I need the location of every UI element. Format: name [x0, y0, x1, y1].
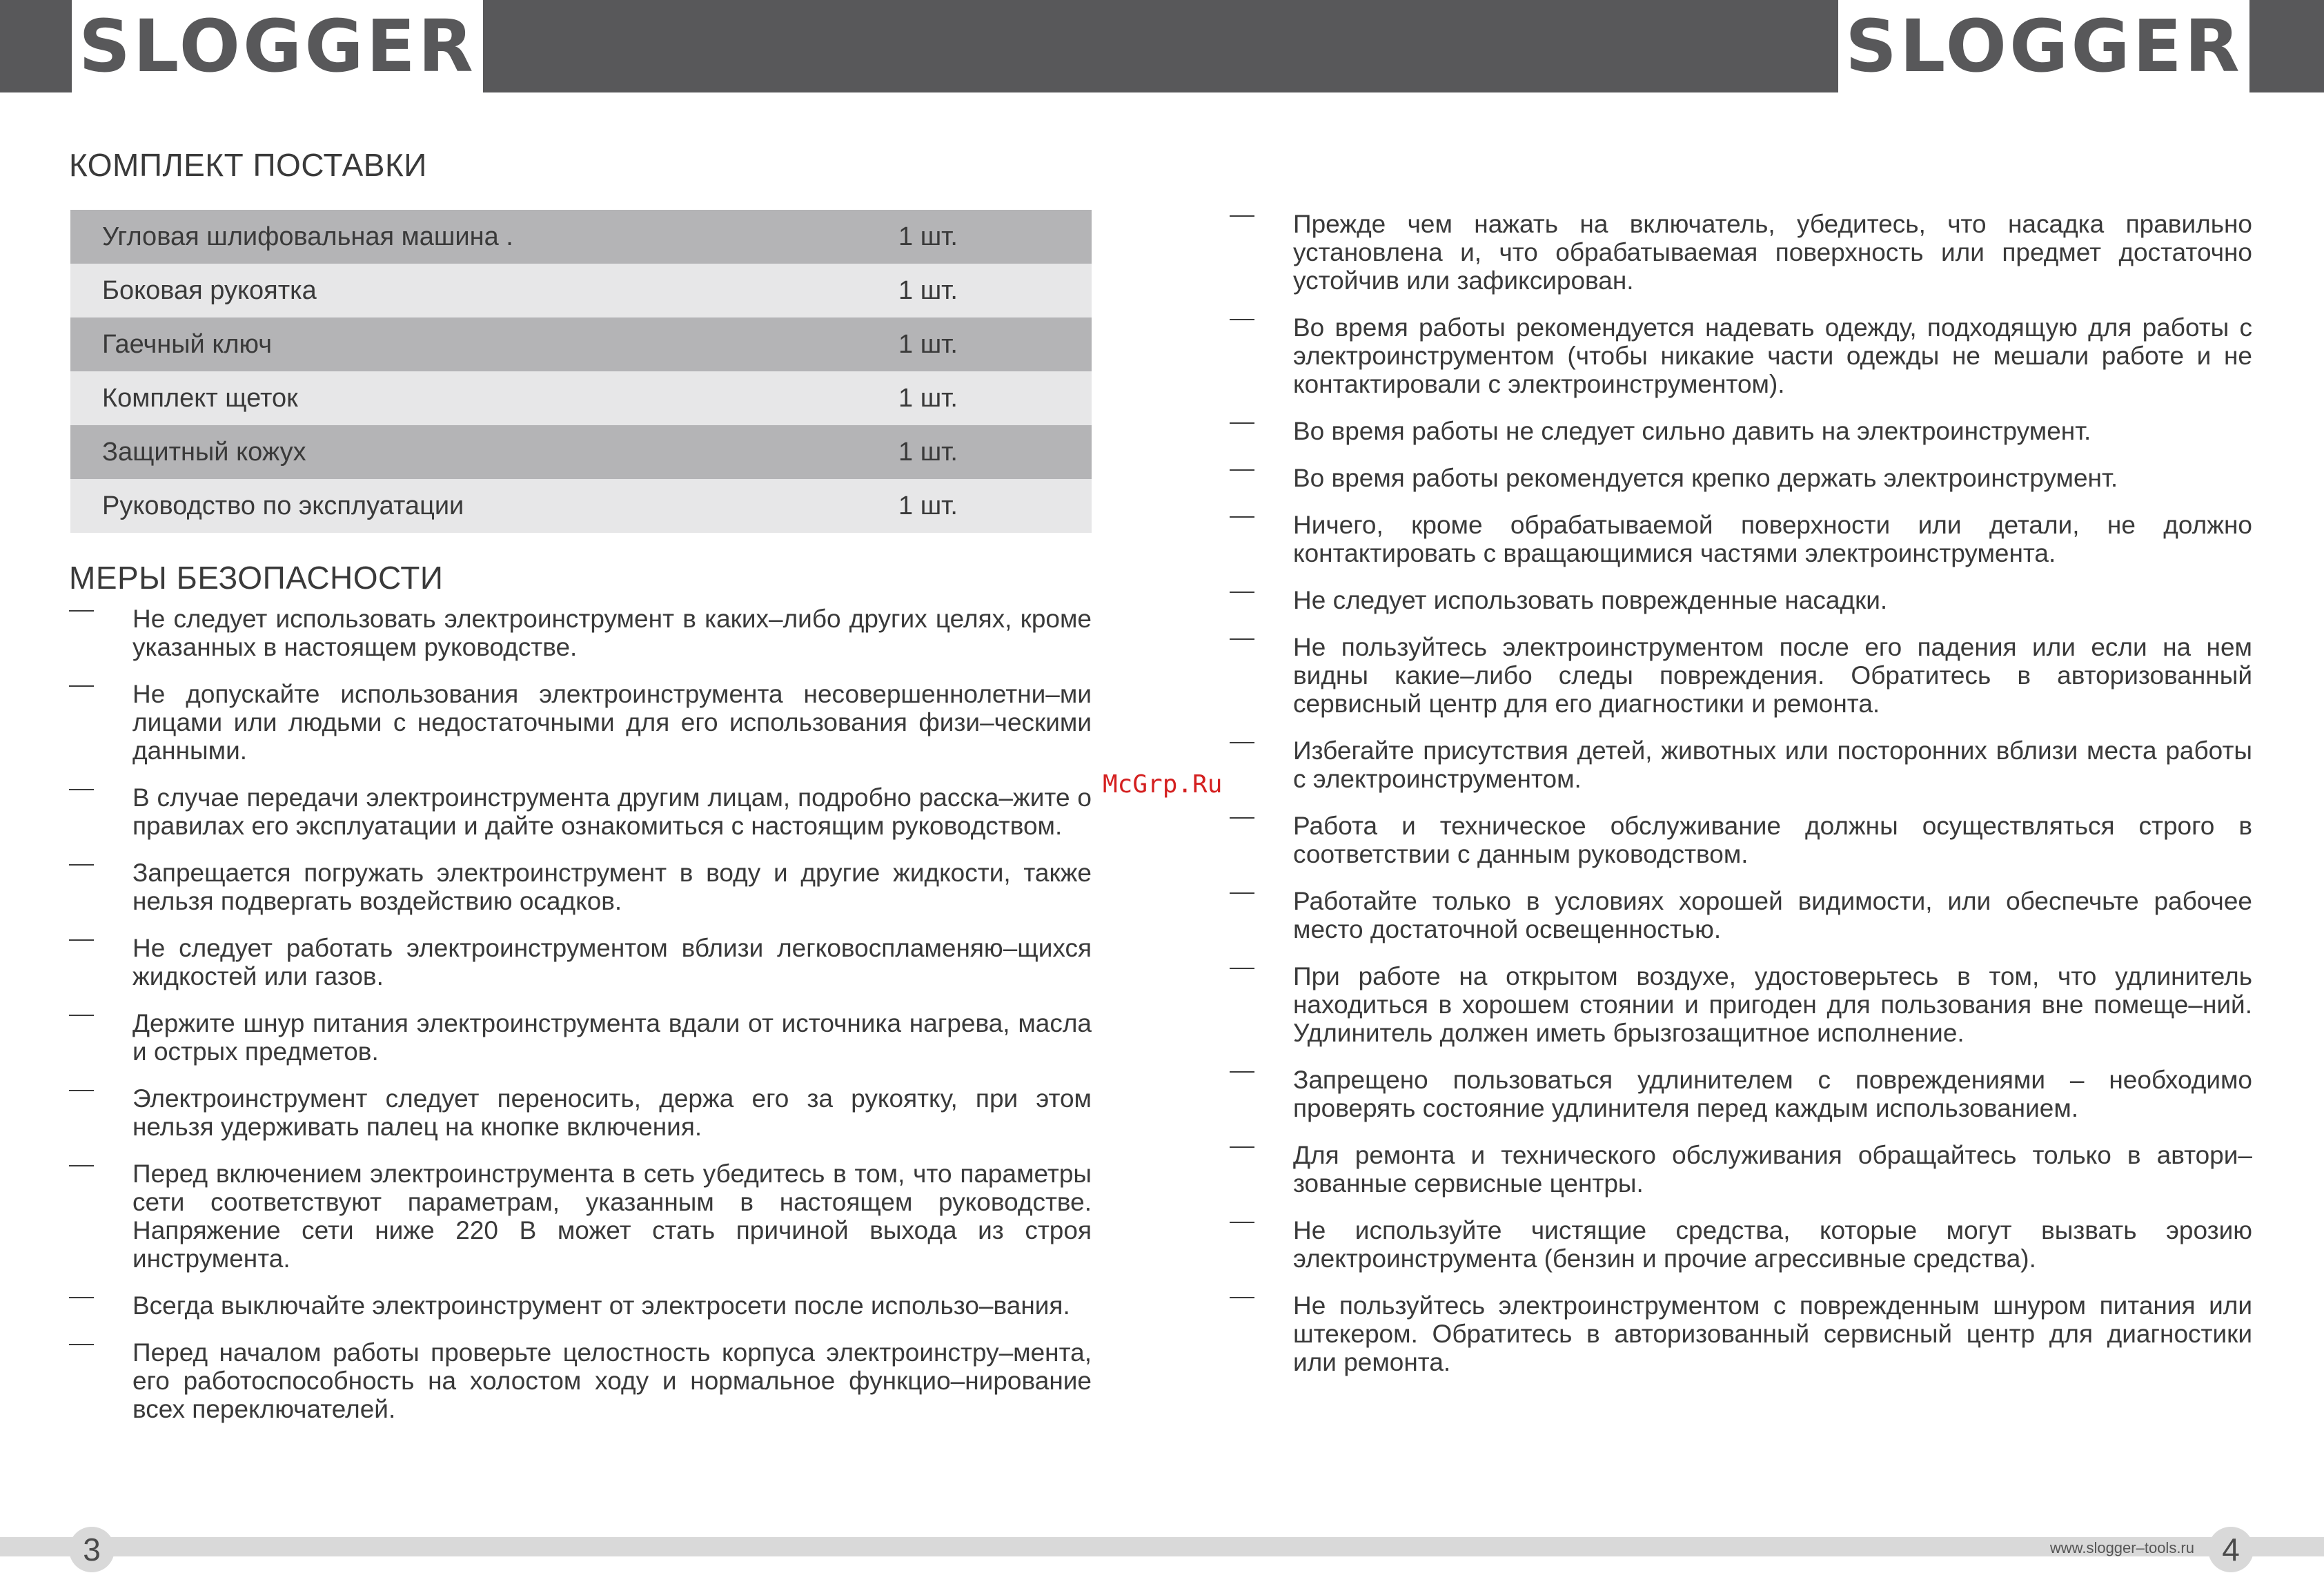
list-item-text: Прежде чем нажать на включатель, убедитесь, что насадка правильно установлена и, что обрабатываемая поверхность или предмет достаточно устойчив или зафиксирован.: [1293, 210, 2252, 295]
list-item: [1230, 1141, 2252, 1198]
list-item-text: Перед началом работы проверьте целостность корпуса электроинстру–мента, его работоспособность на холостом ходу и нормальное функцио–нирование всех переключателей.: [132, 1338, 1092, 1423]
kit-row: [70, 317, 1092, 371]
list-item: [1230, 586, 2252, 614]
kit-title: КОМПЛЕКТ ПОСТАВКИ: [69, 147, 427, 183]
list-item-text: Перед включением электроинструмента в сеть убедитесь в том, что параметры сети соответствуют параметрам, указанным в настоящем руководстве. Напряжение сети ниже 220 В может стать причиной выхода из строя инструмента.: [132, 1160, 1092, 1273]
list-item-text: При работе на открытом воздухе, удостоверьтесь в том, что удлинитель находиться в хорошем стоянии и пригоден для пользования вне помеще–ний. Удлинитель должен иметь брызгозащитное исполнение.: [1293, 962, 2252, 1047]
kit-item-qty: 1 шт.: [898, 383, 958, 413]
list-item-text: Во время работы рекомендуется надевать одежду, подходящую для работы с электроинструментом (чтобы никакие части одежды не мешали работе и не контактировали с электроинструментом).: [1293, 313, 2252, 398]
page-number-left: 3: [69, 1527, 115, 1572]
logo-text-left: SLOGGER: [79, 4, 476, 88]
list-item-text: Не пользуйтесь электроинструментом с поврежденным шнуром питания или штекером. Обратитесь в авторизованный сервисный центр для диагностики или ремонта.: [1293, 1291, 2252, 1376]
list-item: [69, 1009, 1092, 1066]
list-item: [1230, 464, 2252, 492]
list-item-text: Запрещается погружать электроинструмент в воду и другие жидкости, также нельзя подвергать воздействию осадков.: [132, 859, 1092, 915]
list-item: [1230, 417, 2252, 445]
logo-text-right: SLOGGER: [1845, 4, 2243, 88]
list-item: [69, 680, 1092, 765]
list-item-text: Не допускайте использования электроинструмента несовершеннолетни–ми лицами или людьми с недостаточными для его использования физи–ческими данными.: [132, 680, 1092, 765]
list-item-text: В случае передачи электроинструмента другим лицам, подробно расска–жите о правилах его эксплуатации и дайте ознакомиться с настоящим руководством.: [132, 783, 1092, 840]
kit-item-qty: 1 шт.: [898, 222, 958, 251]
list-item: [1230, 633, 2252, 718]
logo-left: [72, 0, 483, 92]
logo-right: [1838, 0, 2249, 92]
page-number-right: 4: [2208, 1527, 2254, 1572]
watermark: McGrp.Ru: [1103, 770, 1223, 799]
list-item-text: Не пользуйтесь электроинструментом после его падения или если на нем видны какие–либо следы повреждения. Обратитесь в авторизованный сервисный центр для его диагностики и ремонта.: [1293, 633, 2252, 718]
list-item: [1230, 313, 2252, 398]
list-item-text: Во время работы рекомендуется крепко держать электроинструмент.: [1293, 464, 2118, 492]
kit-item-qty: 1 шт.: [898, 275, 958, 305]
list-item: [1230, 1066, 2252, 1122]
list-item-text: Запрещено пользоваться удлинителем с повреждениями – необходимо проверять состояние удлинителя перед каждым использованием.: [1293, 1066, 2252, 1122]
list-item: [69, 1160, 1092, 1273]
kit-row: [70, 210, 1092, 264]
kit-row: [70, 479, 1092, 533]
list-item: [69, 1084, 1092, 1141]
safety-list-left: [69, 605, 1092, 1442]
list-item: [69, 783, 1092, 840]
list-item: [1230, 210, 2252, 295]
footer-band: [0, 1537, 2324, 1556]
list-item-text: Всегда выключайте электроинструмент от электросети после использо–вания.: [132, 1291, 1070, 1320]
list-item-text: Работайте только в условиях хорошей видимости, или обеспечьте рабочее место достаточной освещенностью.: [1293, 887, 2252, 944]
kit-item-name: Гаечный ключ: [102, 329, 273, 359]
list-item: [1230, 962, 2252, 1047]
kit-table: [70, 210, 1092, 533]
list-item-text: Ничего, кроме обрабатываемой поверхности или детали, не должно контактировать с вращающимися частями электроинструмента.: [1293, 511, 2252, 567]
list-item: [1230, 1216, 2252, 1273]
kit-item-name: Угловая шлифовальная машина .: [102, 222, 513, 251]
list-item-text: Не следует работать электроинструментом вблизи легковоспламеняю–щихся жидкостей или газов.: [132, 934, 1092, 990]
list-item: [69, 1338, 1092, 1423]
list-item-text: Работа и техническое обслуживание должны осуществляться строго в соответствии с данным руководством.: [1293, 812, 2252, 868]
list-item: [1230, 887, 2252, 944]
list-item: [69, 859, 1092, 915]
list-item: [1230, 1291, 2252, 1376]
list-item-text: Не используйте чистящие средства, которые могут вызвать эрозию электроинструмента (бензин и прочие агрессивные средства).: [1293, 1216, 2252, 1273]
list-item: [1230, 511, 2252, 567]
kit-item-name: Комплект щеток: [102, 383, 298, 413]
kit-item-name: Боковая рукоятка: [102, 275, 317, 305]
list-item: [69, 605, 1092, 661]
kit-row: [70, 371, 1092, 425]
kit-item-qty: 1 шт.: [898, 437, 958, 467]
list-item: [69, 1291, 1092, 1320]
list-item-text: Избегайте присутствия детей, животных или посторонних вблизи места работы с электроинструментом.: [1293, 736, 2252, 793]
list-item: [1230, 736, 2252, 793]
kit-item-name: Руководство по эксплуатации: [102, 491, 464, 520]
site-url[interactable]: www.slogger–tools.ru: [2049, 1539, 2194, 1556]
list-item-text: Во время работы не следует сильно давить на электроинструмент.: [1293, 417, 2091, 445]
kit-row: [70, 264, 1092, 317]
list-item: [1230, 812, 2252, 868]
kit-row: [70, 425, 1092, 479]
kit-item-qty: 1 шт.: [898, 491, 958, 520]
kit-item-qty: 1 шт.: [898, 329, 958, 359]
list-item-text: Держите шнур питания электроинструмента вдали от источника нагрева, масла и острых предметов.: [132, 1009, 1092, 1066]
list-item-text: Для ремонта и технического обслуживания обращайтесь только в автори–зованные сервисные центры.: [1293, 1141, 2252, 1198]
list-item: [69, 934, 1092, 990]
safety-list-right: [1230, 210, 2252, 1395]
kit-item-name: Защитный кожух: [102, 437, 306, 467]
safety-title: МЕРЫ БЕЗОПАСНОСТИ: [69, 560, 444, 596]
list-item-text: Не следует использовать электроинструмент в каких–либо других целях, кроме указанных в настоящем руководстве.: [132, 605, 1092, 661]
list-item-text: Не следует использовать поврежденные насадки.: [1293, 586, 1888, 614]
list-item-text: Электроинструмент следует переносить, держа его за рукоятку, при этом нельзя удерживать палец на кнопке включения.: [132, 1084, 1092, 1141]
